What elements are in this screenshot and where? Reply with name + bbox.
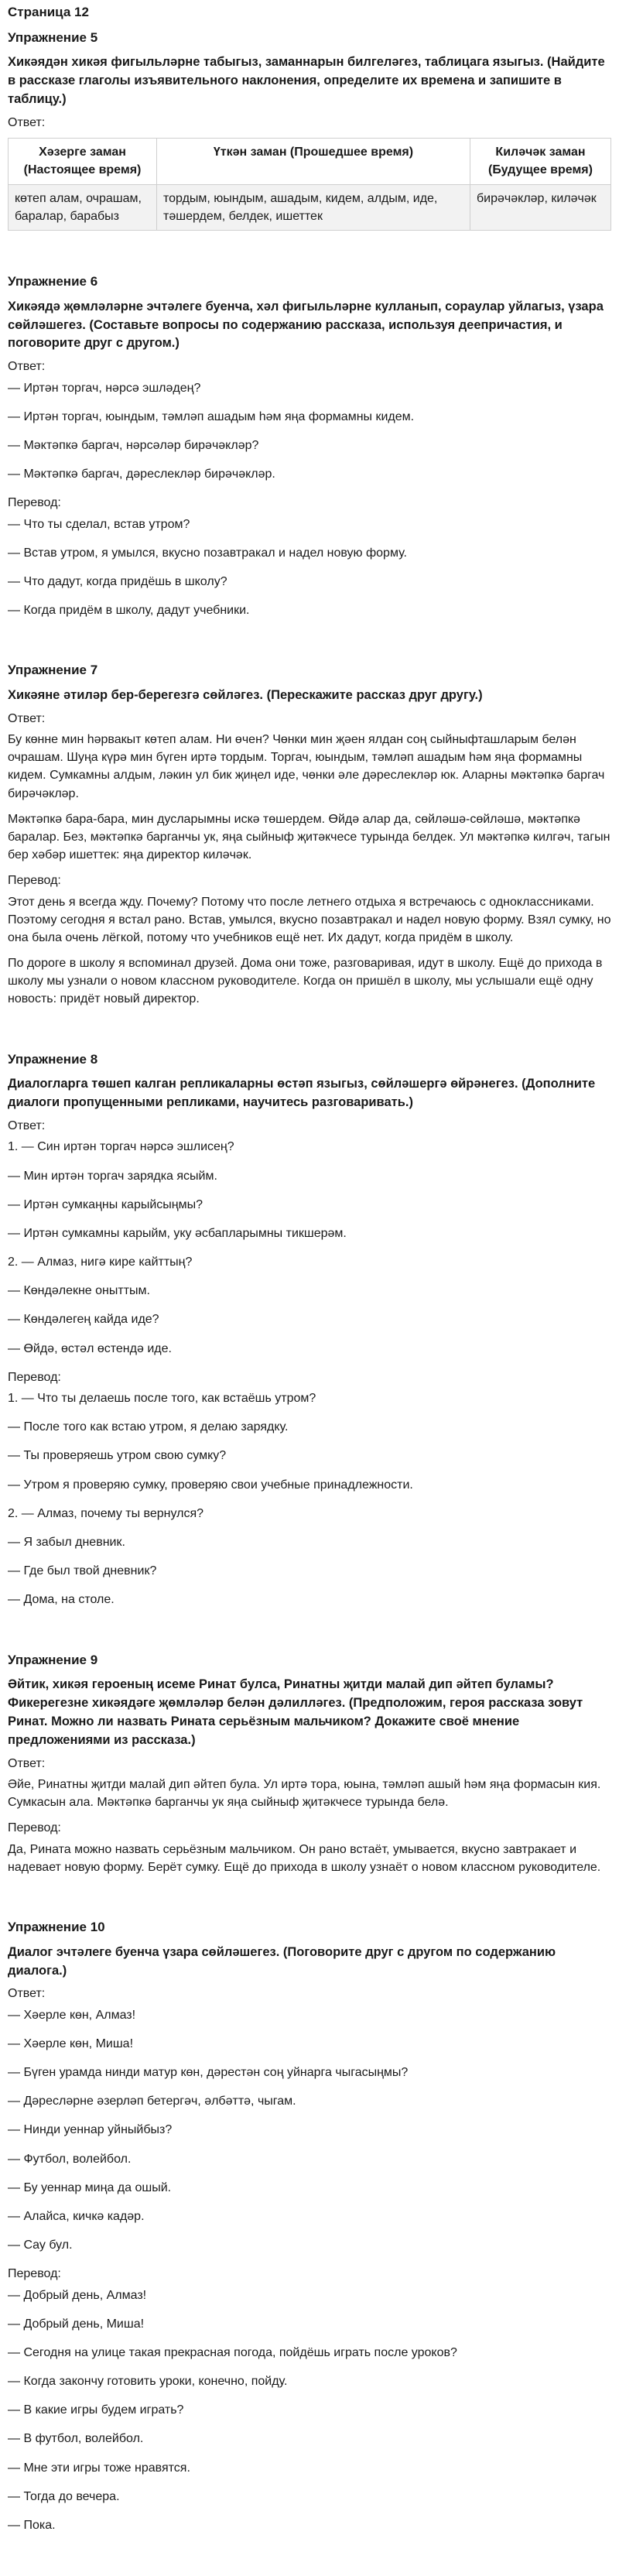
translation-line: — Где был твой дневник? xyxy=(8,1564,157,1578)
translation-line: 2. — Алмаз, почему ты вернулся? xyxy=(8,1506,204,1520)
translation-line: — Что дадут, когда придёшь в школу? xyxy=(8,574,227,588)
answer-line: — Иртән торгач, юындым, тәмләп ашадым һәм яңа формамны кидем. xyxy=(8,409,415,423)
translation-line: — Встав утром, я умылся, вкусно позавтракал и надел новую форму. xyxy=(8,546,407,560)
exercise-7 xyxy=(8,661,611,1008)
translation-line: — Добрый день, Алмаз! xyxy=(8,2288,147,2302)
answer-line: — Иртән торгач, нәрсә эшләдең? xyxy=(8,381,201,395)
table-cell-past: тордым, юындым, ашадым, кидем, алдым, иде, тәшердем, белдек, ишеттек xyxy=(157,184,470,230)
exercise-title: Упражнение 5 xyxy=(8,29,98,45)
table-cell-future: бирәчәкләр, киләчәк xyxy=(470,184,611,230)
exercise-task: Диалог эчтәлеге буенча үзара сөйләшегез. (Поговорите друг с другом по содержанию диалога.) xyxy=(8,1944,556,1978)
answer-line: — Көндәлегең кайда иде? xyxy=(8,1313,159,1327)
answer-line: — Алайса, кичкә кадәр. xyxy=(8,2209,145,2223)
exercise-9 xyxy=(8,1651,611,1876)
exercise-title: Упражнение 6 xyxy=(8,273,98,289)
answer-label: Ответ: xyxy=(8,116,46,130)
answer-line: — Хәерле көн, Миша! xyxy=(8,2036,134,2050)
answer-label: Ответ: xyxy=(8,711,46,725)
translation-label: Перевод: xyxy=(8,874,61,888)
exercise-title: Упражнение 7 xyxy=(8,663,98,678)
tense-table xyxy=(8,138,611,231)
translation-line: — Сегодня на улице такая прекрасная погода, пойдёшь играть после уроков? xyxy=(8,2345,457,2359)
translation-line: 1. — Что ты делаешь после того, как встаёшь утром? xyxy=(8,1392,316,1405)
translation-line: — Когда закончу готовить уроки, конечно, пойду. xyxy=(8,2375,288,2389)
column-header-future: Киләчәк заман (Будущее время) xyxy=(470,139,611,184)
answer-line: — Мәктәпкә баргач, дәреслекләр бирәчәкләр. xyxy=(8,468,275,481)
answer-line: — Футбол, волейбол. xyxy=(8,2152,132,2166)
answer-line: — Өйдә, өстәл өстендә иде. xyxy=(8,1341,172,1355)
exercise-task: Хикәядән хикәя фигыльләрне табыгыз, заманнарын билгеләгез, таблицага языгыз. (Найдите в рассказе глаголы изъявительного наклонения, определите их времена и запишите в таблицу.) xyxy=(8,55,605,107)
exercise-title: Упражнение 10 xyxy=(8,1919,105,1934)
answer-line: — Бүген урамда нинди матур көн, дәрестән соң уйнарга чыгасыңмы? xyxy=(8,2066,409,2079)
translation-label: Перевод: xyxy=(8,1821,61,1835)
translation-line: — Мне эти игры тоже нравятся. xyxy=(8,2461,190,2475)
exercise-5 xyxy=(8,29,611,231)
translation-paragraph: Да, Рината можно назвать серьёзным мальчиком. Он рано встаёт, умывается, вкусно завтракает и надевает новую форму. Берёт сумку. Ещё до прихода в школу узнаёт о новом классном руководителе. xyxy=(8,1842,601,1874)
exercise-6 xyxy=(8,272,611,619)
table-row xyxy=(9,184,611,230)
exercise-8 xyxy=(8,1050,611,1609)
answer-line: 1. — Син иртән торгач нәрсә эшлисең? xyxy=(8,1140,234,1154)
table-cell-present: көтеп алам, очрашам, баралар, барабыз xyxy=(9,184,157,230)
translation-paragraph: По дороге в школу я вспоминал друзей. Дома они тоже, разговаривая, идут в школу. Ещё до прихода в школу мы узнали о новом классном руководителе. Когда он пришёл в школу, мы услышали ещё одну новость: придёт новый директор. xyxy=(8,957,603,1006)
answer-line: — Иртән сумкаңны карыйсыңмы? xyxy=(8,1197,203,1211)
translation-line: — Утром я проверяю сумку, проверяю свои учебные принадлежности. xyxy=(8,1478,413,1492)
translation-line: — После того как встаю утром, я делаю зарядку. xyxy=(8,1420,289,1434)
translation-line: — Добрый день, Миша! xyxy=(8,2317,145,2331)
answer-paragraph: Әйе, Ринатны җитди малай дип әйтеп була. Ул иртә тора, юына, тәмләп ашый һәм яңа формасын кия. Сумкасын ала. Мәктәпкә барганчы ук яңа сыйныф җитәкчесе турында белә. xyxy=(8,1778,601,1810)
answer-line: 2. — Алмаз, нигә кире кайттың? xyxy=(8,1255,193,1269)
answer-line: — Мәктәпкә баргач, нәрсәләр бирәчәкләр? xyxy=(8,438,259,452)
translation-label: Перевод: xyxy=(8,496,61,510)
answer-line: — Дәресләрне әзерләп бетергәч, әлбәттә, чыгам. xyxy=(8,2095,296,2108)
exercise-title: Упражнение 8 xyxy=(8,1051,98,1067)
translation-line: — Ты проверяешь утром свою сумку? xyxy=(8,1449,227,1463)
translation-label: Перевод: xyxy=(8,1370,61,1384)
exercise-task: Диалогларга төшеп калган репликаларны өстәп языгыз, сөйләшергә өйрәнегез. (Дополните диалоги пропущенными репликами, научитесь разговаривать.) xyxy=(8,1077,596,1110)
answer-label: Ответ: xyxy=(8,1756,46,1770)
translation-line: — В футбол, волейбол. xyxy=(8,2432,144,2446)
answer-paragraph: Мәктәпкә бара-бара, мин дусларымны искә төшердем. Өйдә алар да, сөйләшә-сөйләшә, мәктәпкә баралар. Без, мәктәпкә барганчы ук, яңа сыйныф җитәкчесе турында белдек. Ул мәктәпкә килгәч, тагын бер хәбәр ишеттек: яңа директор киләчәк. xyxy=(8,812,610,862)
answer-line: — Хәерле көн, Алмаз! xyxy=(8,2008,136,2022)
answer-line: — Бу уеннар миңа да ошый. xyxy=(8,2180,172,2194)
answer-label: Ответ: xyxy=(8,1119,46,1133)
exercise-title: Упражнение 9 xyxy=(8,1652,98,1667)
answer-line: — Көндәлекне оныттым. xyxy=(8,1284,150,1298)
exercise-task: Әйтик, хикәя героеның исеме Ринат булса, Ринатны җитди малай дип әйтеп буламы? Фикерегезне хикәядәге җөмләләр белән дәлилләгез. (Предположим, героя рассказа зовут Ринат. Можно ли назвать Рината серьёзным мальчиком? Докажите своё мнение предложениями из рассказа.) xyxy=(8,1677,583,1747)
exercise-task: Хикәяне әтиләр бер-берегезгә сөйләгез. (Перескажите рассказ друг другу.) xyxy=(8,687,483,702)
translation-line: — Пока. xyxy=(8,2519,56,2532)
column-header-present: Хәзерге заман (Настоящее время) xyxy=(9,139,157,184)
page-title: Страница 12 xyxy=(8,5,89,19)
answer-line: — Нинди уеннар уйныйбыз? xyxy=(8,2123,173,2137)
column-header-past: Үткән заман (Прошедшее время) xyxy=(157,139,470,184)
answer-line: — Иртән сумкамны карыйм, уку әсбапларымны тикшерәм. xyxy=(8,1226,347,1240)
exercise-task: Хикәядә җөмләләрне эчтәлеге буенча, хәл фигыльләрне кулланып, сораулар уйлагыз, үзара сөйләшегез. (Составьте вопросы по содержанию рассказа, используя деепричастия, и поговорите друг с другом.) xyxy=(8,299,604,351)
exercise-10 xyxy=(8,1918,611,2534)
translation-paragraph: Этот день я всегда жду. Почему? Потому что после летнего отдыха я встречаюсь с одноклассниками. Поэтому сегодня я встал рано. Встав, умылся, вкусно позавтракал и надел новую форму. Взял сумку, но она была очень лёгкой, потому что учебников ещё нет. Их дадут, когда придём в школу. xyxy=(8,895,611,944)
translation-line: — Когда придём в школу, дадут учебники. xyxy=(8,604,250,618)
answer-label: Ответ: xyxy=(8,1987,46,2001)
translation-line: — Дома, на столе. xyxy=(8,1593,115,1607)
translation-line: — Тогда до вечера. xyxy=(8,2489,120,2503)
answer-line: — Мин иртән торгач зарядка ясыйм. xyxy=(8,1169,217,1183)
translation-line: — Я забыл дневник. xyxy=(8,1535,125,1549)
table-header-row xyxy=(9,139,611,184)
answer-label: Ответ: xyxy=(8,360,46,374)
translation-line: — Что ты сделал, встав утром? xyxy=(8,517,190,531)
translation-line: — В какие игры будем играть? xyxy=(8,2403,184,2417)
answer-paragraph: Бу көнне мин һәрвакыт көтеп алам. Ни өчен? Чөнки мин җәен ялдан соң сыйныфташларым белән очрашам. Шуңа күрә мин бүген иртә тордым. Торгач, юындым, тәмләп ашадым һәм яңа формамны кидем. Сумкамны алдым, ләкин ул бик җиңел иде, чөнки әле дәреслекләр юк. Аларны мәктәпкә баргач бирәчәкләр. xyxy=(8,733,605,800)
translation-label: Перевод: xyxy=(8,2267,61,2281)
answer-line: — Сау бул. xyxy=(8,2239,73,2252)
